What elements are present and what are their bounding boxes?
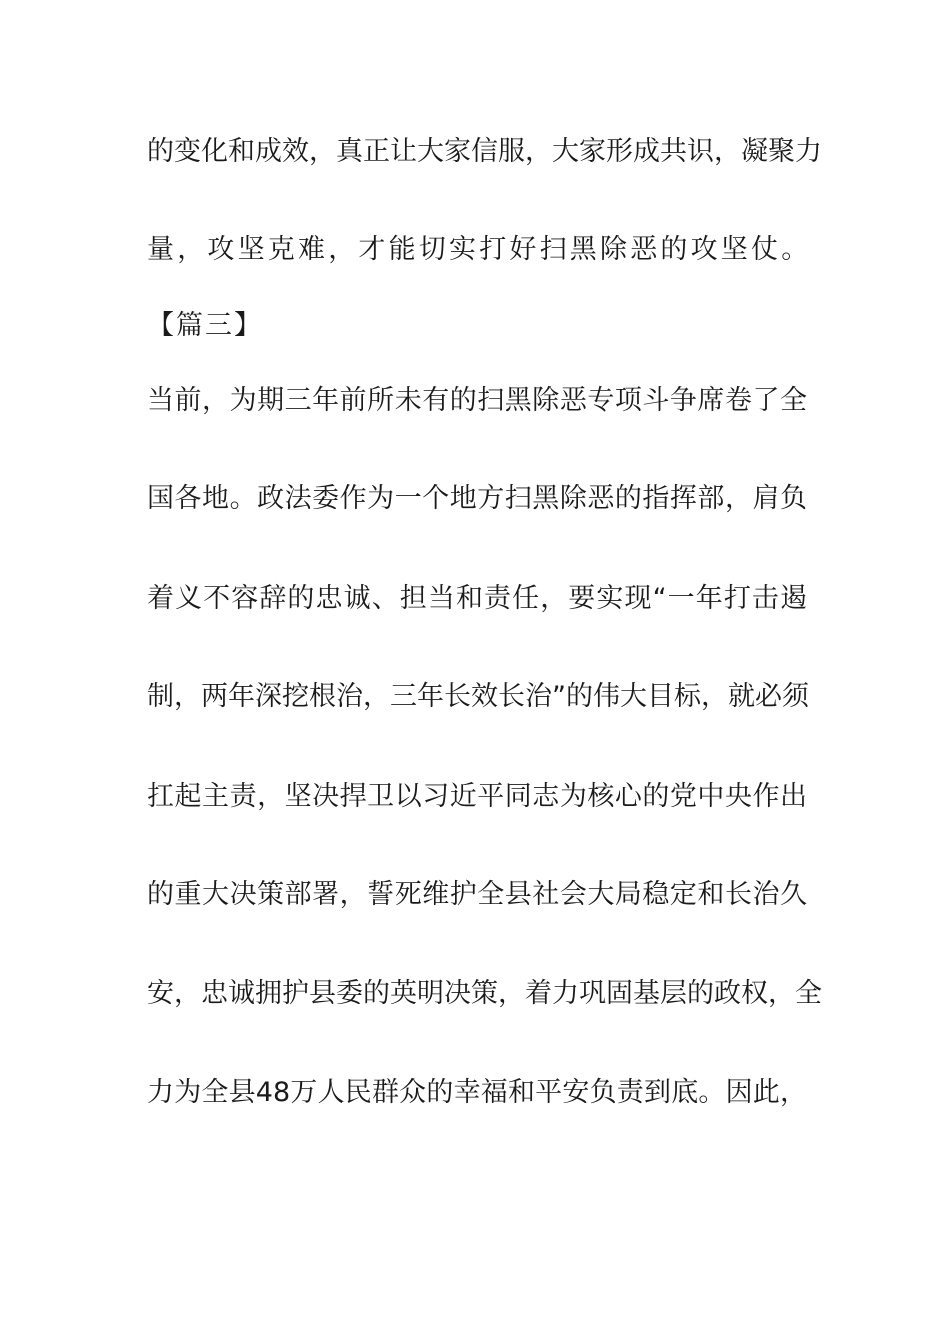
text-line: 扛起主责，坚决捍卫以习近平同志为核心的党中央作出 xyxy=(147,781,807,812)
text-line: 力为全县48万人民群众的幸福和平安负责到底。因此， xyxy=(147,1077,807,1108)
text-line: 的重大决策部署，誓死维护全县社会大局稳定和长治久 xyxy=(147,879,807,910)
text-line: 制，两年深挖根治，三年长效长治”的伟大目标，就必须 xyxy=(147,681,809,712)
text-line: 当前，为期三年前所未有的扫黑除恶专项斗争席卷了全 xyxy=(147,385,807,416)
text-line: 安，忠诚拥护县委的英明决策，着力巩固基层的政权，全 xyxy=(147,978,822,1009)
section-heading: 【篇三】 xyxy=(147,310,263,341)
text-line: 的变化和成效，真正让大家信服，大家形成共识，凝聚力 xyxy=(147,136,822,167)
text-line: 量，攻坚克难，才能切实打好扫黑除恶的攻坚仗。 xyxy=(147,234,812,265)
text-line: 着义不容辞的忠诚、担当和责任，要实现“一年打击遏 xyxy=(147,583,807,614)
text-line: 国各地。政法委作为一个地方扫黑除恶的指挥部，肩负 xyxy=(147,483,807,514)
